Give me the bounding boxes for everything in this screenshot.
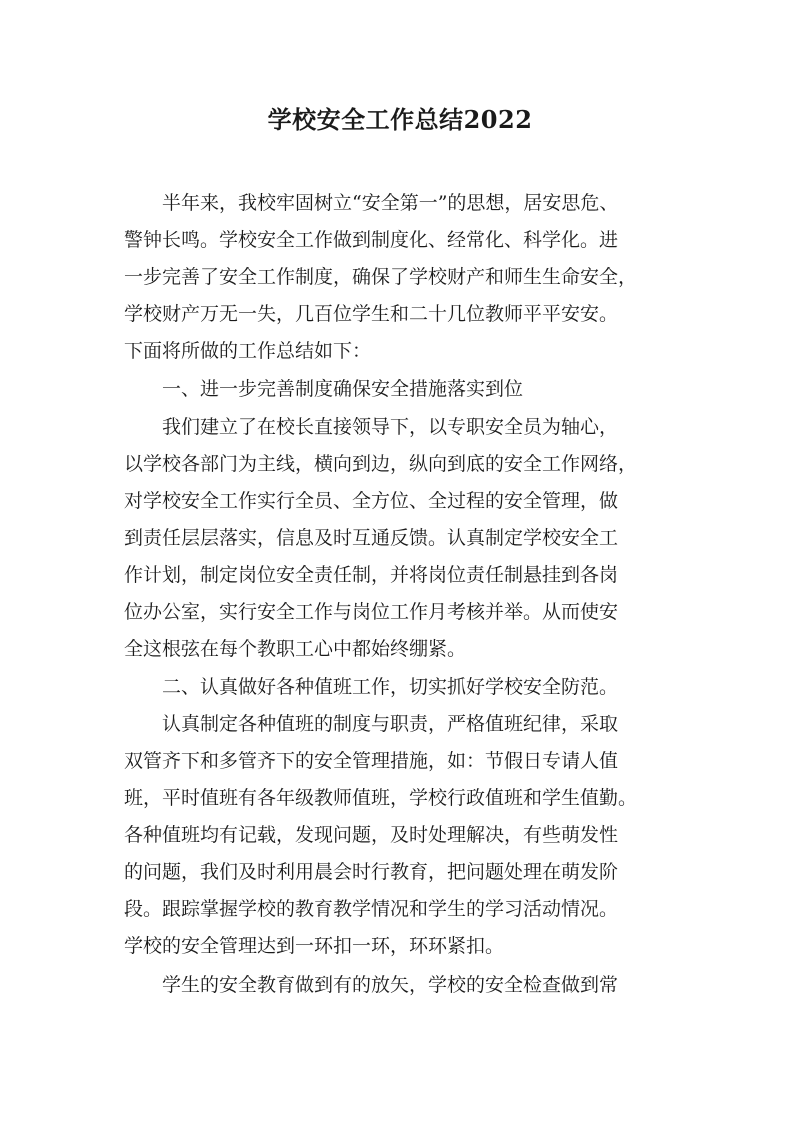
body-line: 一、进一步完善制度确保安全措施落实到位 — [124, 378, 524, 400]
body-line: 位办公室，实行安全工作与岗位工作月考核并举。从而使安 — [124, 601, 619, 623]
body-line: 段。跟踪掌握学校的教育教学情况和学生的学习活动情况。 — [124, 898, 619, 920]
body-line: 作计划，制定岗位安全责任制，并将岗位责任制悬挂到各岗 — [124, 564, 619, 586]
body-line: 认真制定各种值班的制度与职责，严格值班纪律，采取 — [124, 713, 619, 735]
body-line: 对学校安全工作实行全员、全方位、全过程的安全管理，做 — [124, 490, 619, 512]
body-line: 我们建立了在校长直接领导下，以专职安全员为轴心， — [124, 416, 619, 438]
body-line: 到责任层层落实，信息及时互通反馈。认真制定学校安全工 — [124, 527, 619, 549]
body-line: 半年来，我校牢固树立“安全第一”的思想，居安思危、 — [124, 192, 619, 214]
body-line: 的问题，我们及时利用晨会时行教育，把问题处理在萌发阶 — [124, 861, 619, 883]
body-line: 警钟长鸣。学校安全工作做到制度化、经常化、科学化。进 — [124, 229, 619, 251]
body-line: 双管齐下和多管齐下的安全管理措施，如：节假日专请人值 — [124, 750, 619, 772]
body-line: 全这根弦在每个教职工心中都始终绷紧。 — [124, 638, 467, 660]
body-line: 一步完善了安全工作制度，确保了学校财产和师生生命安全， — [124, 266, 638, 288]
body-line: 下面将所做的工作总结如下： — [124, 340, 372, 362]
body-line: 学校财产万无一失，几百位学生和二十几位教师平平安安。 — [124, 303, 619, 325]
document-title: 学校安全工作总结2022 — [267, 105, 533, 134]
body-line: 各种值班均有记载，发现问题，及时处理解决，有些萌发性 — [124, 824, 619, 846]
body-line: 班，平时值班有各年级教师值班，学校行政值班和学生值勤。 — [124, 787, 638, 809]
body-line: 学生的安全教育做到有的放矢，学校的安全检查做到常 — [124, 974, 619, 996]
body-line: 以学校各部门为主线，横向到边，纵向到底的安全工作网络， — [124, 453, 638, 475]
body-line: 二、认真做好各种值班工作，切实抓好学校安全防范。 — [124, 676, 619, 698]
body-line: 学校的安全管理达到一环扣一环，环环紧扣。 — [124, 935, 505, 957]
